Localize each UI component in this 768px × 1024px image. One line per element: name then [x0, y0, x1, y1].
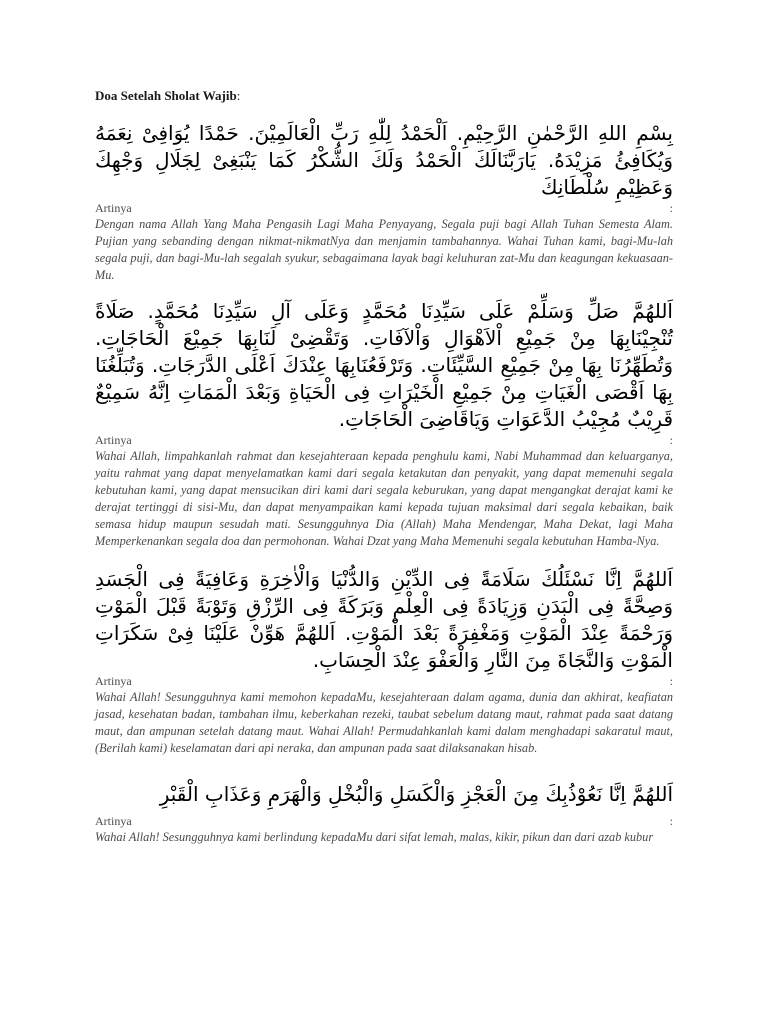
arabic-text: بِسْمِ اللهِ الرَّحْمٰنِ الرَّحِيْمِ. اَلْحَمْدُ لِلّٰهِ رَبِّ الْعَالَمِيْنَ. حَمْدًا يُوَافِىْ نِعَمَهُ وَيُكَافِئُ مَزِيْدَهُ. يَارَبَّنَالَكَ الْحَمْدُ وَلَكَ الشُّكْرُ كَمَا يَنْبَغِىْ لِجَلَالِ وَجْهِكَ وَعَظِيْمِ سُلْطَانِكَ [95, 121, 673, 199]
translation-label-row [95, 814, 673, 829]
translation-label-colon: : [669, 201, 673, 215]
prayer-section-1 [95, 120, 673, 284]
title-text: Doa Setelah Sholat Wajib [95, 88, 237, 103]
arabic-text: اَللهُمَّ اِنَّا نَعُوْذُبِكَ مِنَ الْعَجْزِ وَالْكَسَلِ وَالْبُخْلِ وَالْهَرَمِ وَعَذَابِ الْقَبْرِ [159, 782, 673, 806]
translation-text: Wahai Allah! Sesungguhnya kami berlindung kepadaMu dari sifat lemah, malas, kikir, pikun dan dari azab kubur [95, 830, 654, 844]
translation-label: Artinya [95, 814, 132, 828]
translation-label: Artinya [95, 433, 132, 447]
translation-label: Artinya [95, 674, 132, 688]
translation-label-row [95, 201, 673, 216]
translation-text: Wahai Allah, limpahkanlah rahmat dan kesejahteraan kepada penghulu kami, Nabi Muhammad dan keluarganya, yaitu rahmat yang dapat menyelamatkan kami dari segala ketakutan dan penyakit, yang dapat memenuhi segala kebutuhan kami, yang dapat mensucikan diri kami dari segala keburukan, yang dapat mengangkat derajat kami ke derajat tertinggi di sisi-Mu, dan dapat menyampaikan kami kepada tujuan maksimal dari segala kebaikan, baik semasa hidup maupun sesudah mati. Sesungguhnya Dia (Allah) Maha Mendengar, Maha Dekat, lagi Maha Memperkenankan segala doa dan permohonan. Wahai Dzat yang Maha Memenuhi segala kebutuhan Hamba-Nya. [95, 449, 673, 548]
arabic-text: اَللهُمَّ اِنَّا نَسْئَلُكَ سَلَامَةً فِى الدِّيْنِ وَالدُّنْيَا وَالْاٰخِرَةِ وَعَافِيَةً فِى الْجَسَدِ وَصِحَّةً فِى الْبَدَنِ وَزِيَادَةً فِى الْعِلْمِ وَبَرَكَةً فِى الرِّزْقِ وَتَوْبَةً قَبْلَ الْمَوْتِ وَرَحْمَةً عِنْدَ الْمَوْتِ وَمَغْفِرَةً بَعْدَ الْمَوْتِ. اَللهُمَّ هَوِّنْ عَلَيْنَا فِىْ سَكَرَاتِ الْمَوْتِ وَالنَّجَاةَ مِنَ النَّارِ وَالْعَفْوَ عِنْدَ الْحِسَابِ. [95, 567, 673, 672]
translation-label: Artinya [95, 201, 132, 215]
arabic-text: اَللهُمَّ صَلِّ وَسَلِّمْ عَلَى سَيِّدِنَا مُحَمَّدٍ وَعَلَى آلِ سَيِّدِنَا مُحَمَّدٍ. صَلَاةً تُنْجِيْنَابِهَا مِنْ جَمِيْعِ اْلاَهْوَالِ وَاْلآفَاتِ. وَتَقْضِىْ لَنَابِهَا جَمِيْعَ الْحَاجَاتِ. وَتُطَهِّرُنَا بِهَا مِنْ جَمِيْعِ السَّيِّئَاتِ. وَتَرْفَعُنَابِهَا عِنْدَكَ اَعْلَى الدَّرَجَاتِ. وَتُبَلِّغُنَا بِهَا اَقْصَى الْغَيَاتِ مِنْ جَمِيْعِ الْخَيْرَاتِ فِى الْحَيَاةِ وَبَعْدَ الْمَمَاتِ اِنَّهُ سَمِيْعٌ قَرِيْبٌ مُجِيْبُ الدَّعَوَاتِ وَيَاقَاضِىَ الْحَاجَاتِ. [95, 299, 673, 431]
prayer-section-2 [95, 298, 673, 550]
translation-label-colon: : [669, 433, 673, 447]
prayer-section-4 [95, 781, 673, 846]
translation-text: Wahai Allah! Sesungguhnya kami memohon kepadaMu, kesejahteraan dalam agama, dunia dan akhirat, keafiatan jasad, kesehatan badan, tambahan ilmu, keberkahan rezeki, taubat sebelum datang maut, rahmat pada saat datang maut, dan ampunan setelah datang maut. Wahai Allah! Permudahkanlah kami dalam menghadapi sakaratul maut, (Berilah kami) keselamatan dari api neraka, dan ampunan pada saat dilaksanakan hisab. [95, 690, 673, 755]
translation-label-colon: : [669, 814, 673, 828]
prayer-section-3 [95, 566, 673, 757]
title-colon: : [236, 88, 241, 103]
translation-label-row [95, 674, 673, 689]
document-title [95, 88, 673, 106]
translation-text: Dengan nama Allah Yang Maha Pengasih Lagi Maha Penyayang, Segala puji bagi Allah Tuhan Semesta Alam. Pujian yang sebanding dengan nikmat-nikmatNya dan menjamin tambahannya. Wahai Tuhan kami, bagi-Mu-lah segala puji, dan bagi-Mu-lah segalah syukur, sebagaimana layak bagi keluhuran zat-Mu dan keagungan kekuasaan-Mu. [95, 217, 673, 282]
translation-label-row [95, 433, 673, 448]
translation-label-colon: : [669, 674, 673, 688]
